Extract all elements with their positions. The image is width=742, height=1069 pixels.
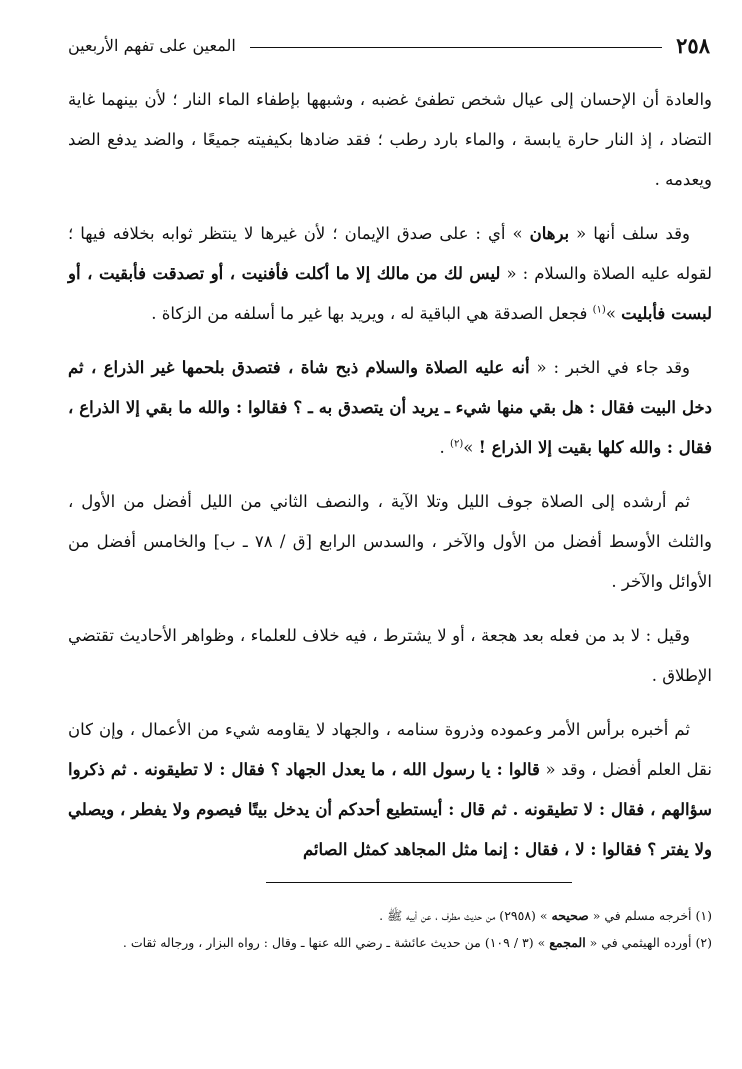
paragraph: وقد سلف أنها « برهان » أي : على صدق الإيمان ؛ لأن غيرها لا ينتظر ثوابه بخلافه فيها ؛ لقوله عليه الصلاة والسلام : « ليس لك من مالك إلا ما أكلت فأفنيت ، أو تصدقت فأبقيت ، أو لبست فأبليت »$^{(١)}$ فجعل الصدقة هي الباقية له ، ويريد بها غير ما أسلفه من الزكاة . — [68, 224, 712, 323]
page-header — [68, 30, 710, 60]
footnotes — [68, 902, 712, 956]
footnote-ref: (٢) — [450, 438, 464, 450]
paragraph: وقيل : لا بد من فعله بعد هجعة ، أو لا يشترط ، فيه خلاف للعلماء ، وظواهر الأحاديث تقتضي الإطلاق . — [68, 626, 712, 685]
hadith-quote: قالوا : يا رسول الله ، ما يعدل الجهاد ؟ فقال : لا تطيقونه . ثم ذكروا سؤالهم ، فقال : لا تطيقونه . ثم قال : أيستطيع أحدكم أن يدخل بيتًا فيصوم ولا يفطر ، ويصلي ولا يفتر ؟ فقالوا : لا ، فقال : إنما مثل المجاهد كمثل الصائم — [68, 760, 712, 859]
hadith-quote: ليس لك من مالك إلا ما أكلت فأفنيت ، أو تصدقت فأبقيت ، أو لبست فأبليت — [68, 264, 712, 323]
header-rule — [250, 47, 662, 48]
footnote: (١) أخرجه مسلم في « صحيحه » (٢٩٥٨) من حديث مطرف ، عن أبيه ﷺ . — [379, 908, 712, 923]
bold-quote: برهان — [529, 224, 570, 243]
footnote-ref: (١) — [592, 304, 606, 316]
hadith-quote: أنه عليه الصلاة والسلام ذبح شاة ، فتصدق بلحمها غير الذراع ، ثم دخل البيت فقال : هل بقي منها شيء ـ يريد أن يتصدق به ـ ؟ فقالوا : والله ما بقي إلا الذراع ، فقال : والله كلها بقيت إلا الذراع ! — [68, 358, 712, 457]
running-title: المعين على تفهم الأربعين — [68, 35, 236, 55]
paragraph: وقد جاء في الخبر : « أنه عليه الصلاة والسلام ذبح شاة ، فتصدق بلحمها غير الذراع ، ثم دخل البيت فقال : هل بقي منها شيء ـ يريد أن يتصدق به ـ ؟ فقالوا : والله ما بقي إلا الذراع ، فقال : والله كلها بقيت إلا الذراع ! »$^{(٢)}$ . — [68, 358, 712, 457]
paragraph: ثم أرشده إلى الصلاة جوف الليل وتلا الآية ، والنصف الثاني من الليل أفضل من الأول ، والثلث الأوسط أفضل من الأول والآخر ، والسدس الرابع [ق / ٧٨ ـ ب] والخامس أفضل من الأوائل والآخر . — [68, 492, 712, 591]
footnote-separator — [266, 882, 572, 883]
main-text — [68, 80, 712, 884]
paragraph: ثم أخبره برأس الأمر وعموده وذروة سنامه ، والجهاد لا يقاومه شيء من الأعمال ، وإن كان نقل العلم أفضل ، وقد « قالوا : يا رسول الله ، ما يعدل الجهاد ؟ فقال : لا تطيقونه . ثم ذكروا سؤالهم ، فقال : لا تطيقونه . ثم قال : أيستطيع أحدكم أن يدخل بيتًا فيصوم ولا يفطر ، ويصلي ولا يفتر ؟ فقالوا : لا ، فقال : إنما مثل المجاهد كمثل الصائم — [68, 720, 712, 859]
page-number: ٢٥٨ — [676, 32, 710, 58]
paragraph: والعادة أن الإحسان إلى عيال شخص تطفئ غضبه ، وشبهها بإطفاء الماء النار ؛ لأن بينهما غاية التضاد ، إذ النار حارة يابسة ، والماء بارد رطب ؛ فقد ضادها بكيفيته جميعًا ، والضد يدفع الضد ويعدمه . — [68, 90, 712, 189]
footnote: (٢) أورده الهيثمي في « المجمع » (٣ / ١٠٩) من حديث عائشة ـ رضي الله عنها ـ وقال : رواه البزار ، ورجاله ثقات . — [122, 935, 712, 950]
